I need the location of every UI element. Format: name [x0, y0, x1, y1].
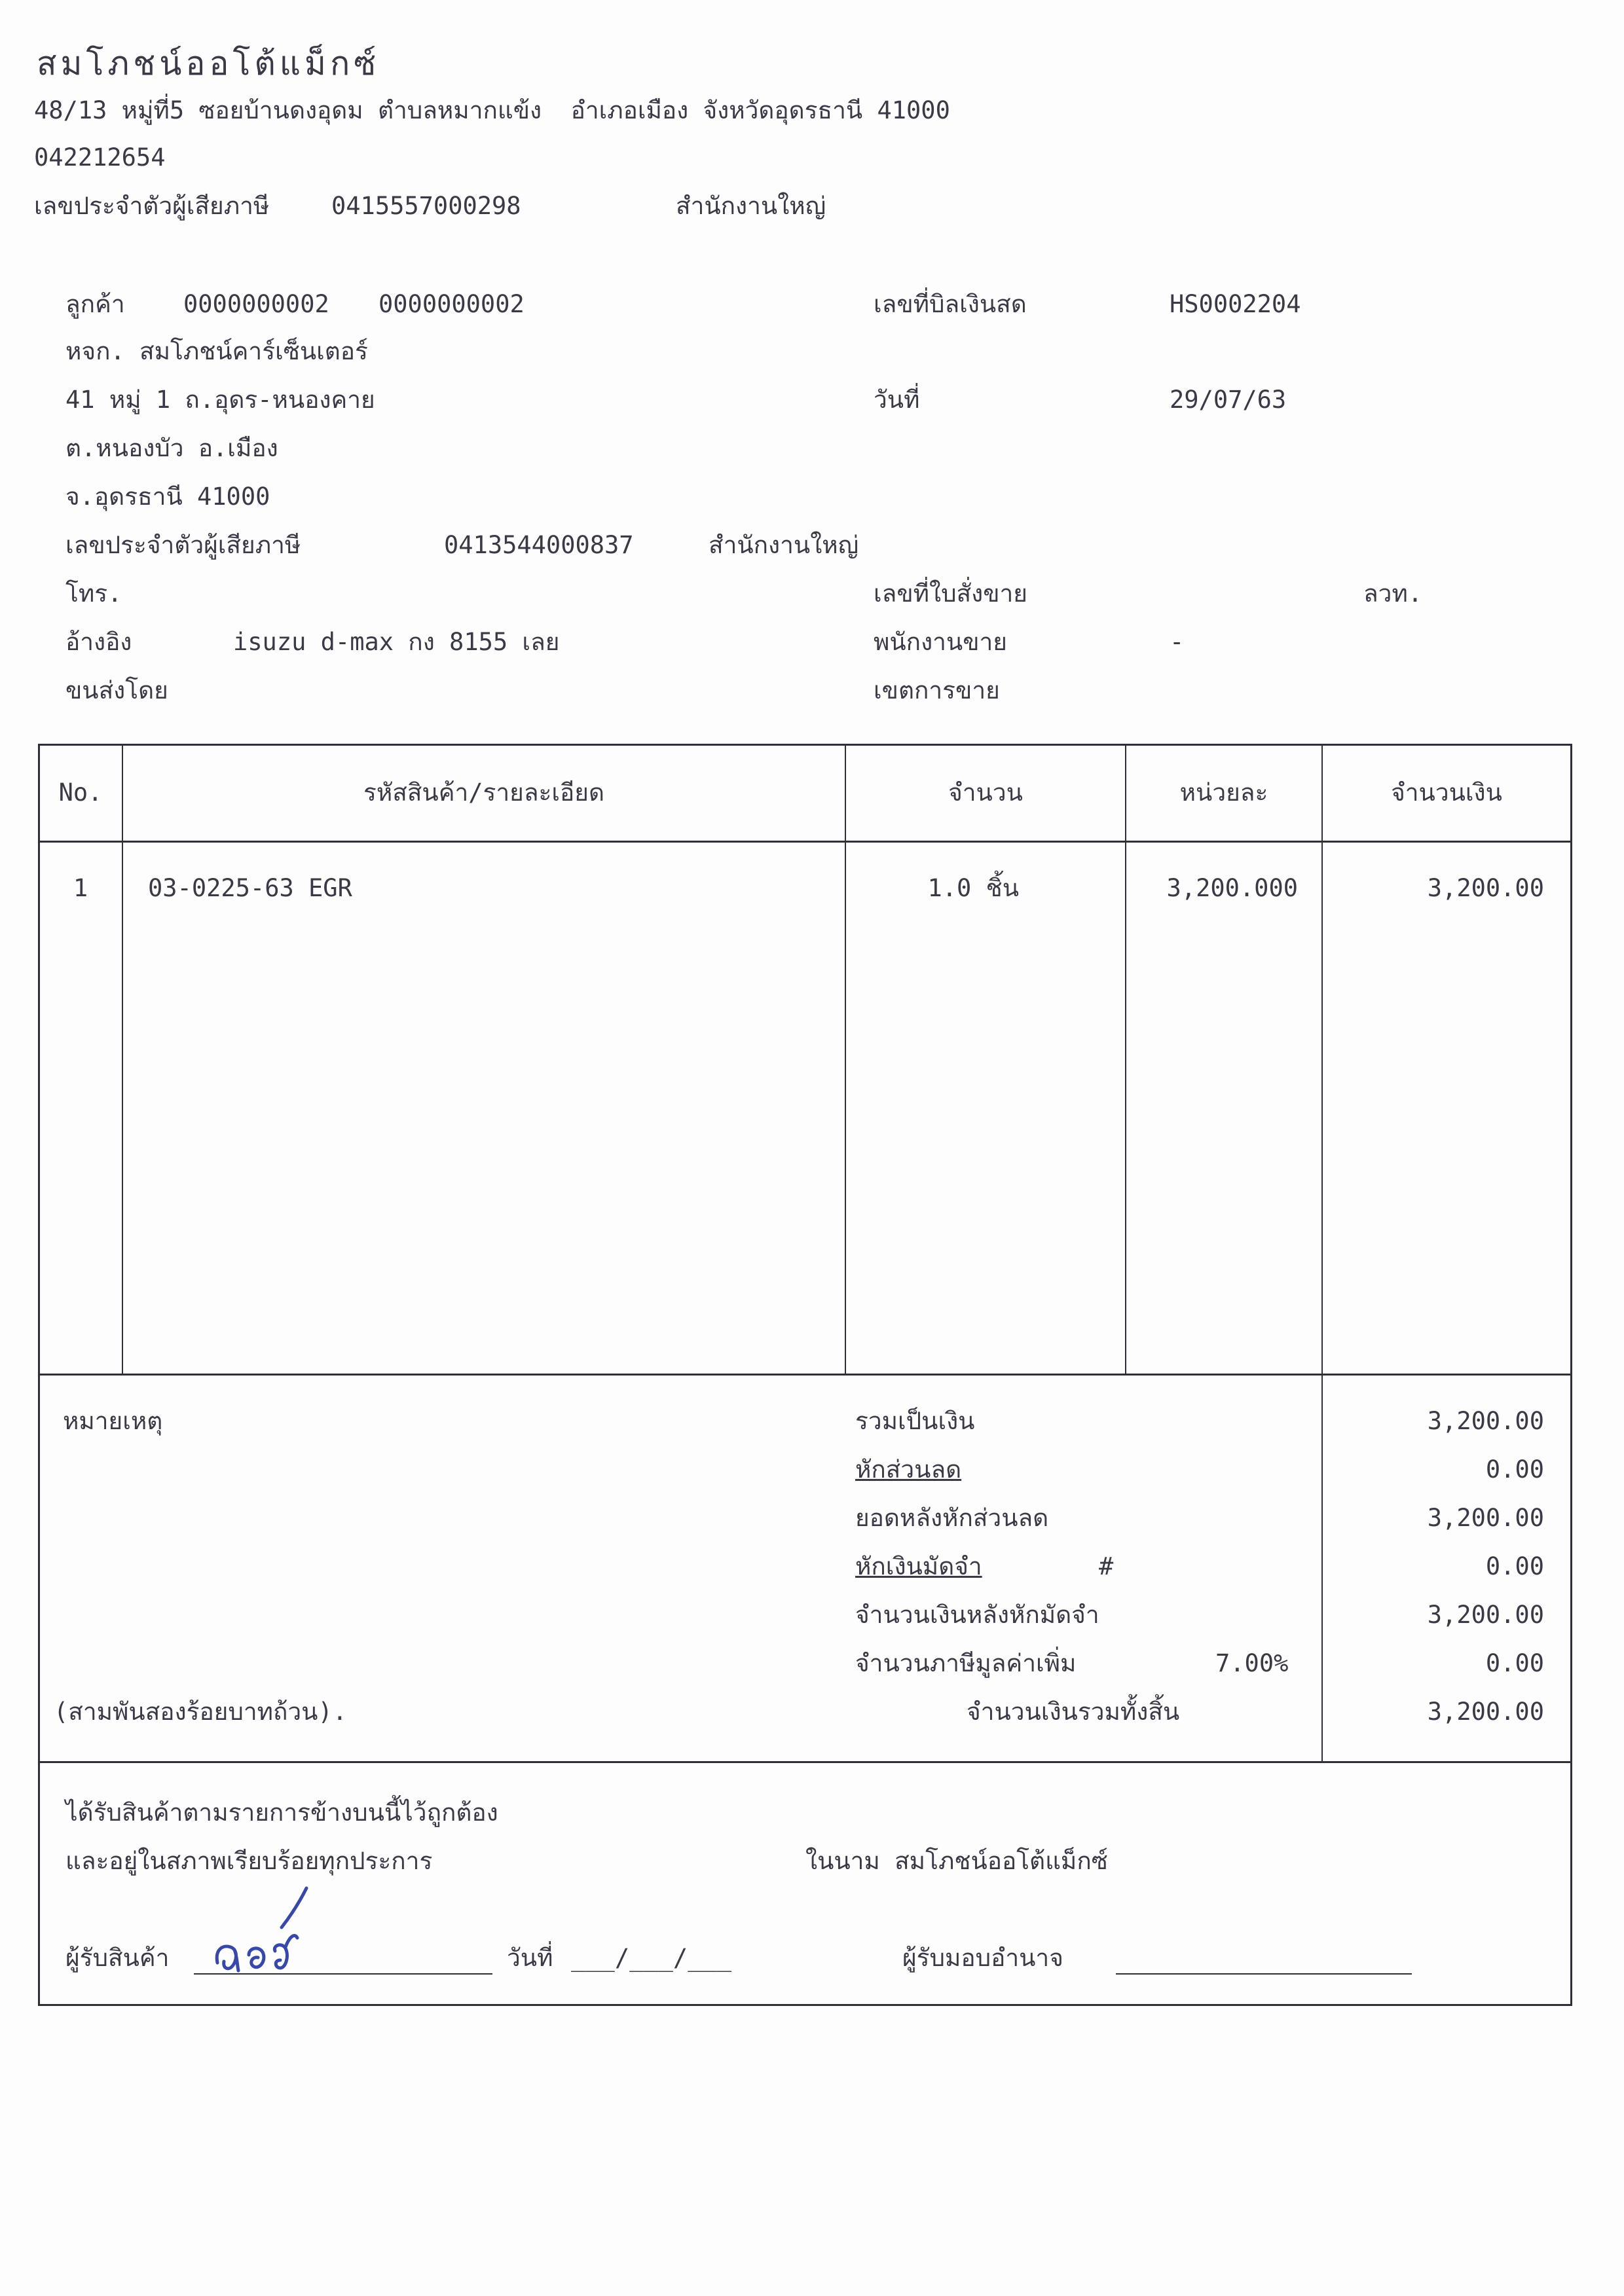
subtotal-label: รวมเป็นเงิน: [855, 1407, 975, 1435]
col-header-amount: จำนวนเงิน: [1391, 778, 1502, 807]
company-tax-id: 0415557000298: [331, 192, 521, 220]
col-header-description: รหัสสินค้า/รายละเอียด: [363, 778, 604, 807]
salesperson-value: -: [1170, 628, 1185, 656]
company-branch: สำนักงานใหญ่: [676, 192, 826, 220]
col-header-unit-price: หน่วยละ: [1179, 778, 1268, 807]
reference-label: อ้างอิง: [65, 628, 132, 656]
after-deposit-value: 3,200.00: [1427, 1601, 1544, 1629]
authorized-signature-line: [1116, 1973, 1412, 1975]
deposit-label: หักเงินมัดจำ: [855, 1552, 982, 1580]
customer-label: ลูกค้า: [65, 290, 125, 318]
receiver-signature: [208, 1884, 313, 1976]
bill-number: HS0002204: [1170, 290, 1301, 318]
deposit-hash: #: [1099, 1552, 1114, 1580]
customer-code-1: 0000000002: [183, 290, 329, 318]
customer-branch: สำนักงานใหญ่: [709, 531, 859, 559]
bill-number-label: เลขที่บิลเงินสด: [874, 290, 1027, 318]
row-amount: 3,200.00: [1427, 874, 1544, 902]
after-deposit-label: จำนวนเงินหลังหักมัดจำ: [855, 1601, 1099, 1629]
remark-label: หมายเหตุ: [63, 1407, 163, 1435]
deposit-value: 0.00: [1485, 1552, 1544, 1580]
receiver-label: ผู้รับสินค้า: [65, 1944, 170, 1972]
receive-date-blank: ___/___/___: [571, 1944, 732, 1972]
received-statement-2: และอยู่ในสภาพเรียบร้อยทุกประการ: [65, 1847, 433, 1875]
customer-address-3: จ.อุดรธานี 41000: [65, 483, 270, 511]
company-phone: 042212654: [34, 143, 166, 172]
discount-label: หักส่วนลด: [855, 1455, 962, 1484]
after-discount-label: ยอดหลังหักส่วนลด: [855, 1504, 1049, 1532]
company-tax-label: เลขประจำตัวผู้เสียภาษี: [34, 192, 270, 220]
col-header-quantity: จำนวน: [948, 778, 1023, 807]
customer-address-1: 41 หมู่ 1 ถ.อุดร-หนองคาย: [65, 386, 375, 414]
grand-total-label: จำนวนเงินรวมทั้งสิ้น: [967, 1698, 1180, 1726]
customer-tax-id: 0413544000837: [444, 531, 634, 559]
after-discount-value: 3,200.00: [1427, 1504, 1544, 1532]
row-description: 03-0225-63 EGR: [148, 874, 352, 902]
customer-tax-label: เลขประจำตัวผู้เสียภาษี: [65, 531, 301, 559]
sales-order-value: ลวท.: [1363, 579, 1423, 608]
customer-phone-label: โทร.: [65, 579, 122, 608]
grand-total-value: 3,200.00: [1427, 1698, 1544, 1726]
subtotal-value: 3,200.00: [1427, 1407, 1544, 1435]
receive-date-label: วันที่: [507, 1944, 553, 1972]
col-header-no: No.: [58, 778, 103, 807]
row-quantity: 1.0 ชิ้น: [927, 874, 1019, 902]
vat-rate: 7.00%: [1215, 1649, 1289, 1677]
reference-value: isuzu d-max กง 8155 เลย: [233, 628, 560, 656]
customer-address-2: ต.หนองบัว อ.เมือง: [65, 434, 278, 462]
row-no: 1: [73, 874, 88, 902]
received-statement-1: ได้รับสินค้าตามรายการข้างบนนี้ไว้ถูกต้อง: [65, 1798, 498, 1827]
authorized-label: ผู้รับมอบอำนาจ: [902, 1944, 1063, 1972]
discount-value: 0.00: [1485, 1455, 1544, 1484]
sales-order-label: เลขที่ใบสั่งขาย: [874, 579, 1027, 608]
customer-name: หจก. สมโภชน์คาร์เซ็นเตอร์: [65, 337, 368, 365]
bill-date: 29/07/63: [1170, 386, 1287, 414]
shipping-label: ขนส่งโดย: [65, 676, 168, 704]
customer-code-2: 0000000002: [378, 290, 525, 318]
row-unit-price: 3,200.000: [1166, 874, 1298, 902]
company-address: 48/13 หมู่ที่5 ซอยบ้านดงอุดม ตำบลหมากแข้ง อำเภอเมือง จังหวัดอุดรธานี 41000: [34, 96, 950, 124]
sales-zone-label: เขตการขาย: [874, 676, 1000, 704]
amount-in-words: (สามพันสองร้อยบาทถ้วน).: [54, 1698, 348, 1726]
on-behalf-of: ในนาม สมโภชน์ออโต้แม็กซ์: [805, 1847, 1108, 1875]
company-name: สมโภชน์ออโต้แม็กซ์: [37, 45, 380, 82]
vat-value: 0.00: [1485, 1649, 1544, 1677]
vat-label: จำนวนภาษีมูลค่าเพิ่ม: [855, 1649, 1077, 1677]
salesperson-label: พนักงานขาย: [874, 628, 1007, 656]
bill-date-label: วันที่: [874, 386, 920, 414]
